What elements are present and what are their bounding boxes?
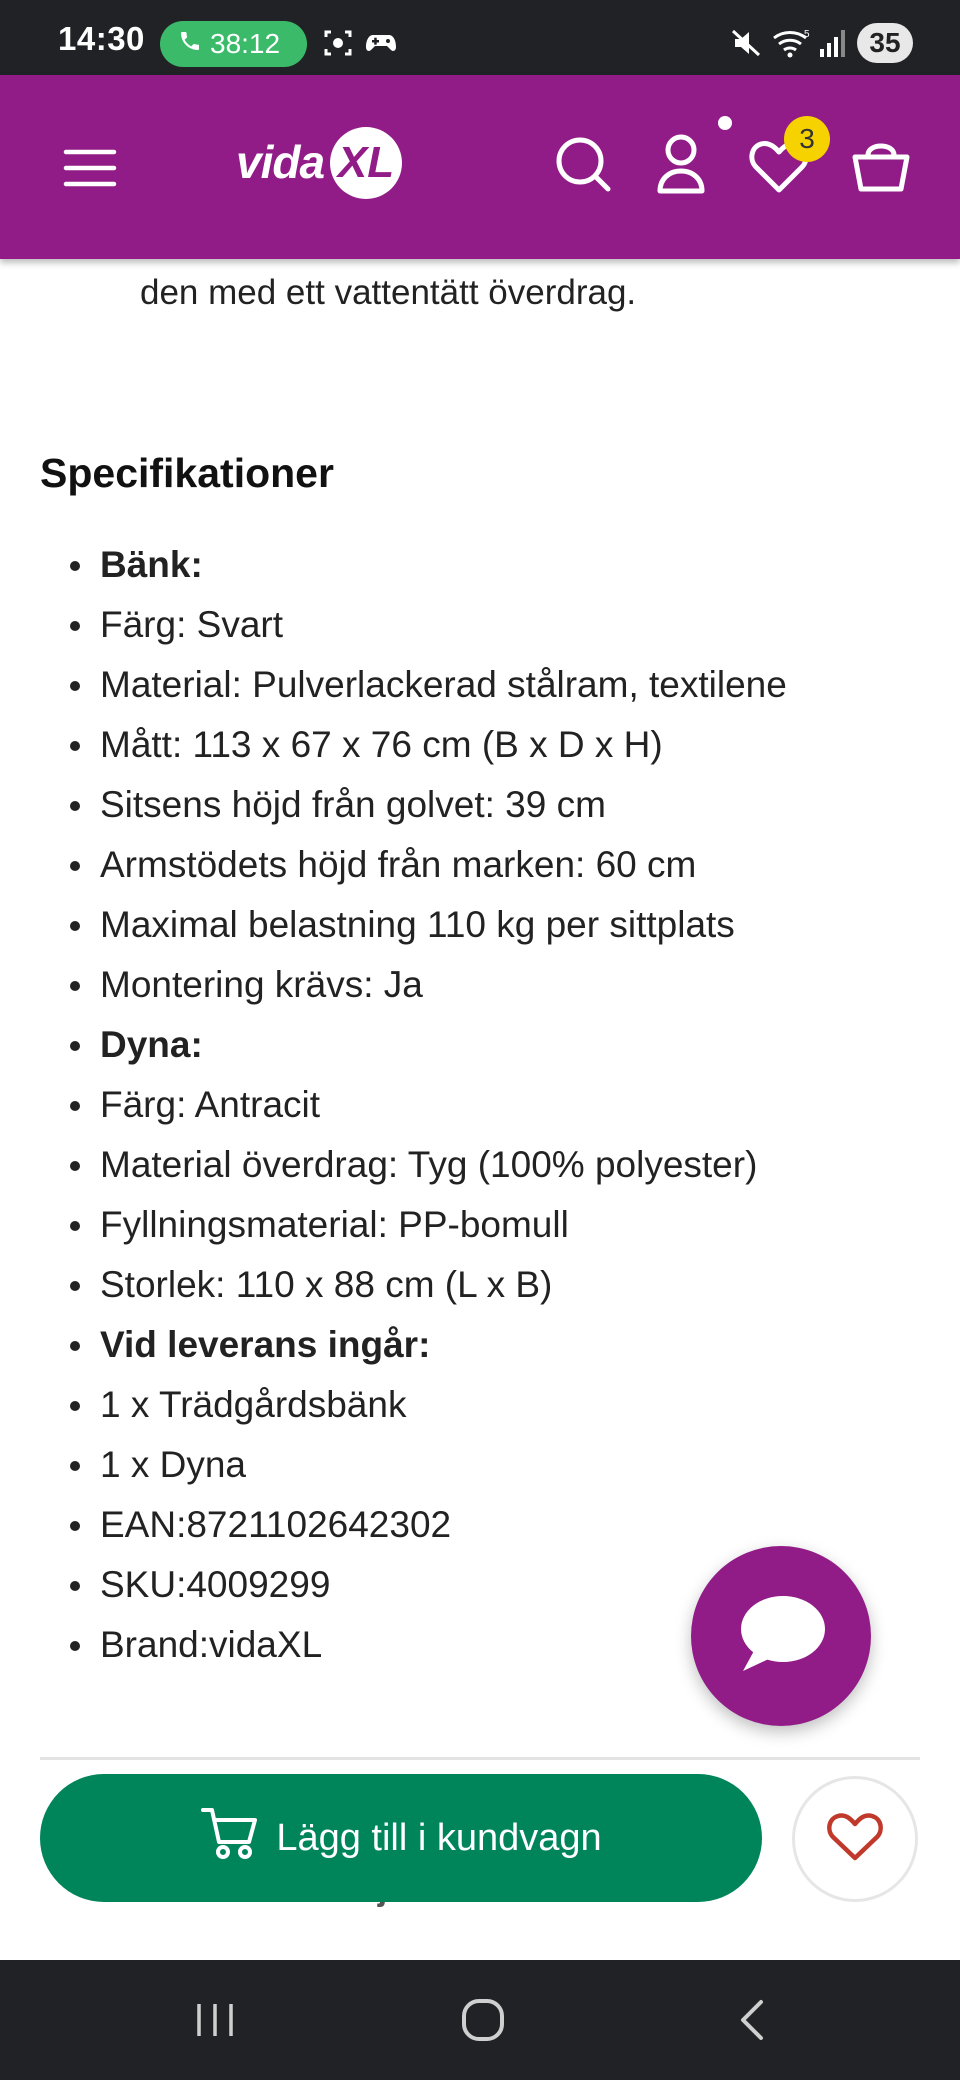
spec-item: Dyna: (0, 1021, 960, 1081)
notification-dot (718, 116, 732, 130)
back-icon[interactable] (693, 1960, 813, 2080)
add-to-cart-label: Lägg till i kundvagn (276, 1816, 602, 1859)
call-duration: 38:12 (210, 28, 281, 59)
game-icon (364, 27, 398, 64)
screen-record-icon (322, 27, 354, 64)
spec-item: Storlek: 110 x 88 cm (L x B) (0, 1261, 960, 1321)
wishlist-count-badge: 3 (784, 116, 830, 162)
spec-item: EAN:8721102642302 (0, 1501, 960, 1561)
status-time: 14:30 (58, 20, 145, 57)
ongoing-call-pill[interactable] (160, 21, 307, 67)
spec-item: 1 x Dyna (0, 1441, 960, 1501)
spec-item: Färg: Antracit (0, 1081, 960, 1141)
phone-icon (178, 28, 202, 60)
heart-outline-icon (826, 1811, 884, 1868)
logo-text: vida (236, 136, 325, 188)
spec-item: Sitsens höjd från golvet: 39 cm (0, 781, 960, 841)
specifications-list (0, 541, 960, 1681)
spec-item: Brand:vidaXL (0, 1621, 960, 1681)
spec-item: SKU:4009299 (0, 1561, 960, 1621)
svg-text:5: 5 (804, 29, 810, 40)
spec-item: Material överdrag: Tyg (100% polyester) (0, 1141, 960, 1201)
spec-item: Material: Pulverlackerad stålram, textilene (0, 661, 960, 721)
site-header (0, 75, 960, 259)
menu-icon[interactable] (62, 143, 118, 198)
chat-bubble-icon (733, 1591, 829, 1682)
wifi-icon (772, 27, 812, 64)
mute-icon (729, 27, 763, 64)
status-bar (0, 0, 960, 75)
spec-item: Maximal belastning 110 kg per sittplats (0, 901, 960, 961)
battery-level: 35 (857, 23, 913, 63)
spec-item: Montering krävs: Ja (0, 961, 960, 1021)
spec-item: Fyllningsmaterial: PP-bomull (0, 1201, 960, 1261)
cart-icon (200, 1804, 260, 1872)
signal-icon (818, 27, 848, 64)
description-text: den med ett vattentätt överdrag. (140, 273, 637, 312)
logo-xl: XL (330, 127, 402, 199)
recents-icon[interactable] (155, 1960, 275, 2080)
spec-item: Bänk: (0, 541, 960, 601)
system-nav-bar (0, 1960, 960, 2080)
add-to-cart-button[interactable] (40, 1774, 762, 1902)
spec-item: 1 x Trädgårdsbänk (0, 1381, 960, 1441)
spec-item: Armstödets höjd från marken: 60 cm (0, 841, 960, 901)
section-divider (40, 1757, 920, 1760)
home-icon[interactable] (423, 1960, 543, 2080)
basket-icon[interactable] (850, 133, 912, 202)
specifications-heading: Specifikationer (40, 450, 334, 496)
spec-item: Färg: Svart (0, 601, 960, 661)
user-icon[interactable] (652, 131, 710, 202)
spec-item: Mått: 113 x 67 x 76 cm (B x D x H) (0, 721, 960, 781)
search-icon[interactable] (552, 133, 616, 202)
spec-item: Vid leverans ingår: (0, 1321, 960, 1381)
chat-button[interactable] (691, 1546, 871, 1726)
add-to-wishlist-button[interactable] (792, 1776, 918, 1902)
